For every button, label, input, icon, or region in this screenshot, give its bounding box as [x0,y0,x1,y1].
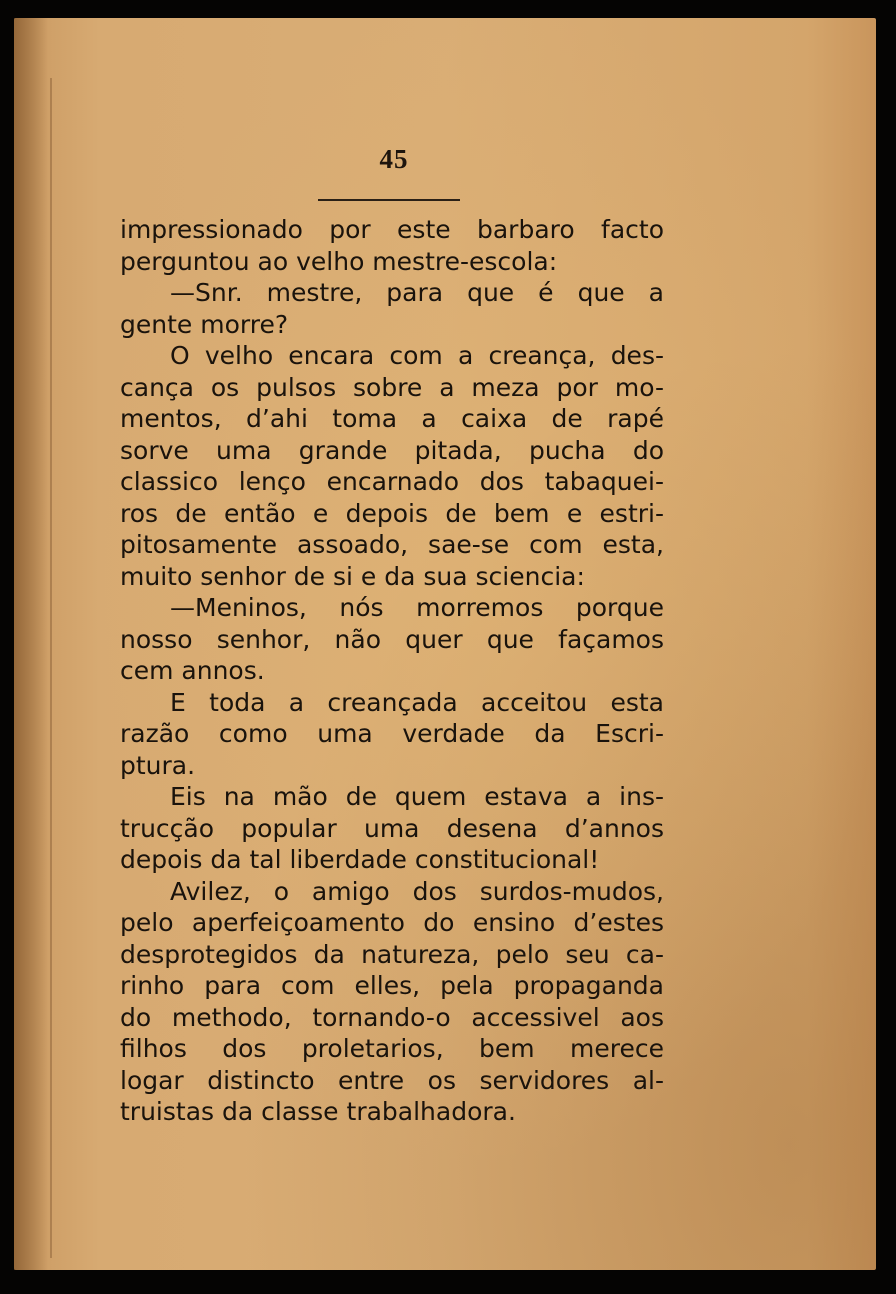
text-line: ros de então e depois de bem e estri- [120,498,664,528]
text-line: E toda a creançada acceitou esta [170,687,664,717]
text-line: desprotegidos da natureza, pelo seu ca- [120,939,664,969]
text-line: ptura. [120,750,196,780]
text-line: filhos dos proletarios, bem merece [120,1034,664,1063]
text-line: sorve uma grande pitada, pucha do [120,435,664,465]
text-line: —Snr. mestre, para que é que a [170,278,664,307]
text-line: truistas da classe trabalhadora. [120,1097,516,1126]
text-line: cança os pulsos sobre a meza por mo- [120,372,664,402]
text-line: gente morre? [120,309,289,339]
text-line: pitosamente assoado, sae-se com esta, [120,530,664,559]
text-line: depois da tal liberdade constitucional! [120,845,600,874]
text-line: O velho encara com a creança, des- [170,341,664,370]
text-line: do methodo, tornando-o accessivel aos [120,1002,664,1032]
text-line: nosso senhor, não quer que façamos [120,624,664,654]
text-line: Avilez, o amigo dos surdos-mudos, [170,876,664,906]
header-rule [318,199,460,201]
page-number: 45 [379,144,409,174]
text-line: impressionado por este barbaro facto [120,215,664,244]
page-edge-shadow [14,18,48,1270]
text-line: Eis na mão de quem estava a ins- [170,782,664,811]
text-line: muito senhor de si e da sua sciencia: [120,561,585,591]
text-line: pelo aperfeiçoamento do ensino d’estes [120,908,664,937]
body-text [120,214,664,1128]
text-line: logar distincto entre os servidores al- [120,1065,664,1095]
text-line: —Meninos, nós morremos porque [170,593,664,622]
text-line: cem annos. [120,656,265,685]
page-fold-line [50,78,52,1258]
book-page [14,18,876,1270]
text-line: perguntou ao velho mestre-escola: [120,246,558,276]
text-line: rinho para com elles, pela propaganda [120,971,664,1000]
text-line: trucção popular uma desena d’annos [120,813,664,843]
text-line: mentos, d’ahi toma a caixa de rapé [120,404,664,433]
text-line: razão como uma verdade da Escri- [120,719,664,748]
text-line: classico lenço encarnado dos tabaquei- [120,467,664,496]
